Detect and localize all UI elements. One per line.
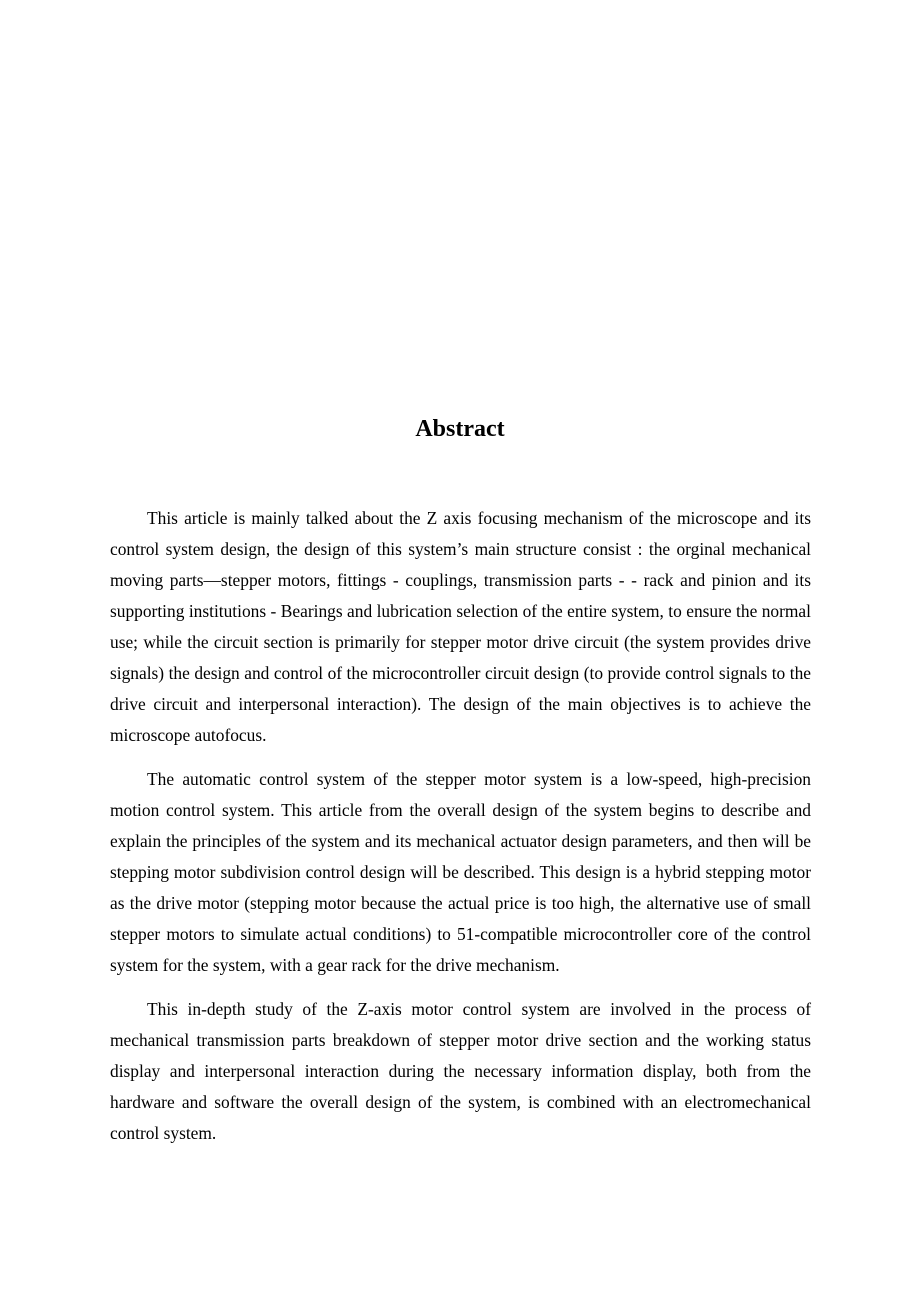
abstract-body xyxy=(110,503,811,1162)
paragraph-1: This article is mainly talked about the Z axis focusing mechanism of the microscope and its control system design, the design of this system’s main structure consist : the orginal mechanical moving parts—stepper motors, fittings - couplings, transmission parts - - rack and pinion and its supporting institutions - Bearings and lubrication selection of the entire system, to ensure the normal use; while the circuit section is primarily for stepper motor drive circuit (the system provides drive signals) the design and control of the microcontroller circuit design (to provide control signals to the drive circuit and interpersonal interaction). The design of the main objectives is to achieve the microscope autofocus. xyxy=(110,508,811,745)
page-title: Abstract xyxy=(415,416,505,442)
paragraph-3: This in-depth study of the Z-axis motor control system are involved in the process of mechanical transmission parts breakdown of stepper motor drive section and the working status display and interpersonal interaction during the necessary information display, both from the hardware and software the overall design of the system, is combined with an electromechanical control system. xyxy=(110,999,811,1143)
paragraph-2: The automatic control system of the stepper motor system is a low-speed, high-precision motion control system. This article from the overall design of the system begins to describe and explain the principles of the system and its mechanical actuator design parameters, and then will be stepping motor subdivision control design will be described. This design is a hybrid stepping motor as the drive motor (stepping motor because the actual price is too high, the alternative use of small stepper motors to simulate actual conditions) to 51-compatible microcontroller core of the control system for the system, with a gear rack for the drive mechanism. xyxy=(110,769,811,975)
